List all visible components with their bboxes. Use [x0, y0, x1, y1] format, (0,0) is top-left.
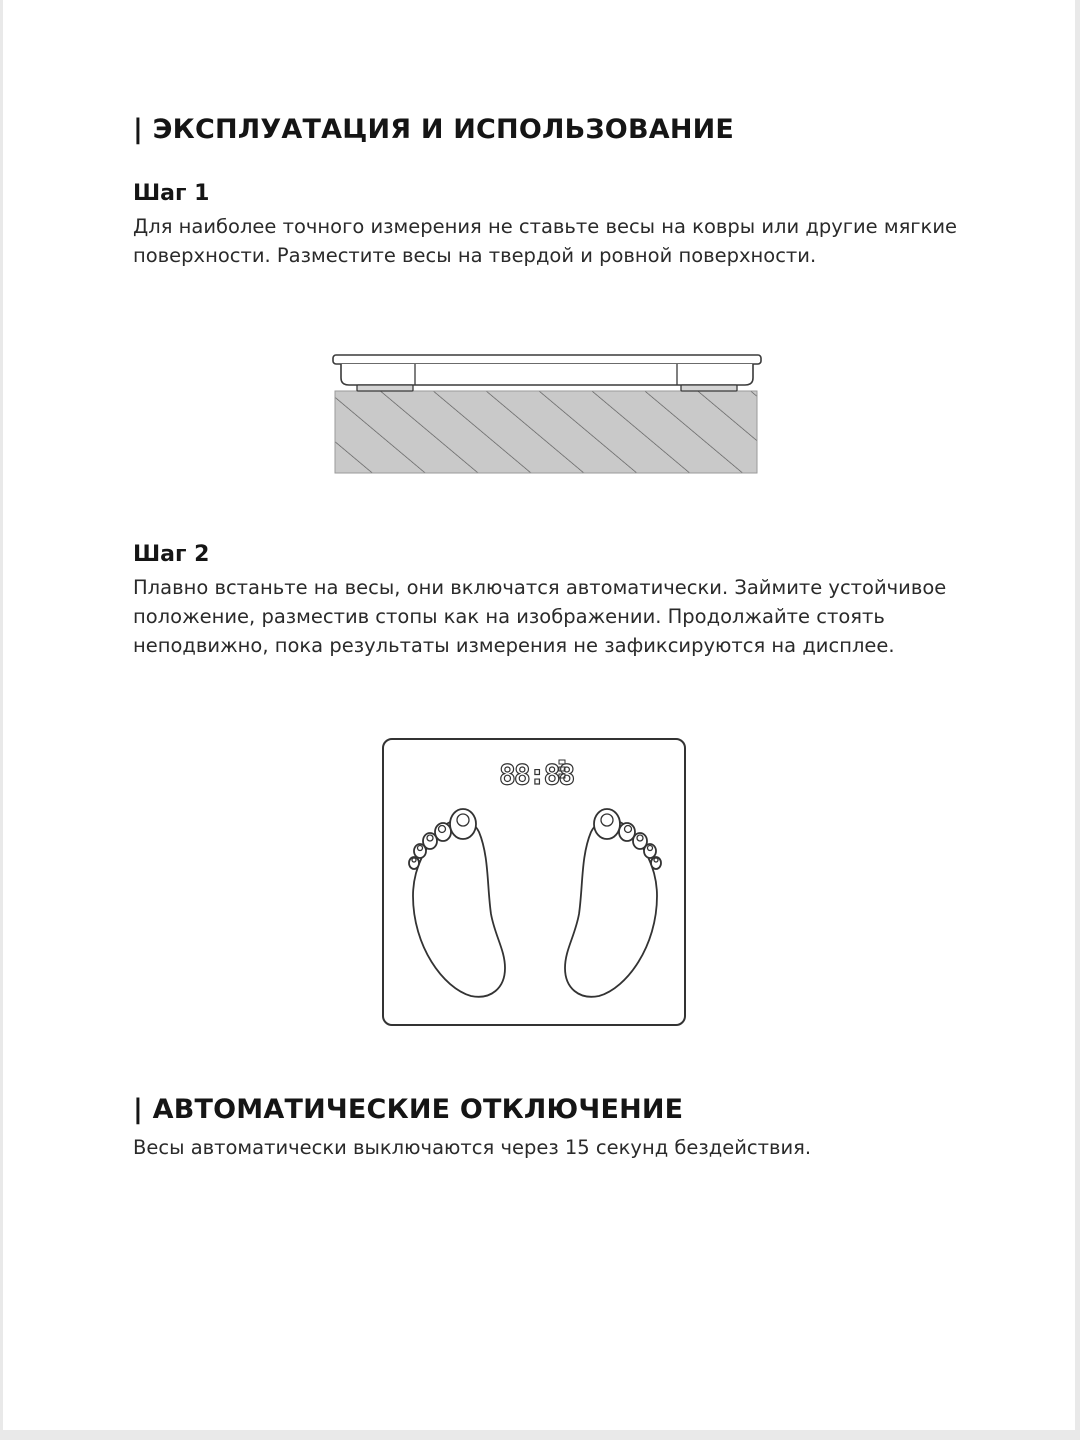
scale-top-view-illustration	[379, 736, 691, 1030]
scale-on-surface-illustration	[325, 345, 765, 480]
hard-surface	[335, 391, 757, 473]
step1-text: Для наиболее точного измерения не ставьте весы на ковры или другие мягкие поверхности. Разместите весы на твердой и ровной поверхности.	[133, 215, 957, 267]
scale-top-plate	[333, 355, 761, 364]
scale-display-digits: 88:88	[499, 758, 574, 791]
scale-foot-right	[681, 385, 737, 391]
scale-foot-left	[357, 385, 413, 391]
usage-section-title: | ЭКСПЛУАТАЦИЯ И ИСПОЛЬЗОВАНИЕ	[133, 114, 735, 145]
step2-text: Плавно встаньте на весы, они включатся автоматически. Займите устойчивое положение, разместив стопы как на изображении. Продолжайте стоять неподвижно, пока результаты измерения не зафиксируются на дисплее.	[133, 576, 947, 657]
step2-title: Шаг 2	[133, 542, 210, 567]
manual-page	[3, 0, 1075, 1430]
auto-off-text: Весы автоматически выключаются через 15 секунд бездействия.	[133, 1136, 812, 1159]
auto-off-section-title: | АВТОМАТИЧЕСКИЕ ОТКЛЮЧЕНИЕ	[133, 1094, 684, 1125]
scale-body	[341, 364, 753, 385]
step1-title: Шаг 1	[133, 181, 210, 206]
